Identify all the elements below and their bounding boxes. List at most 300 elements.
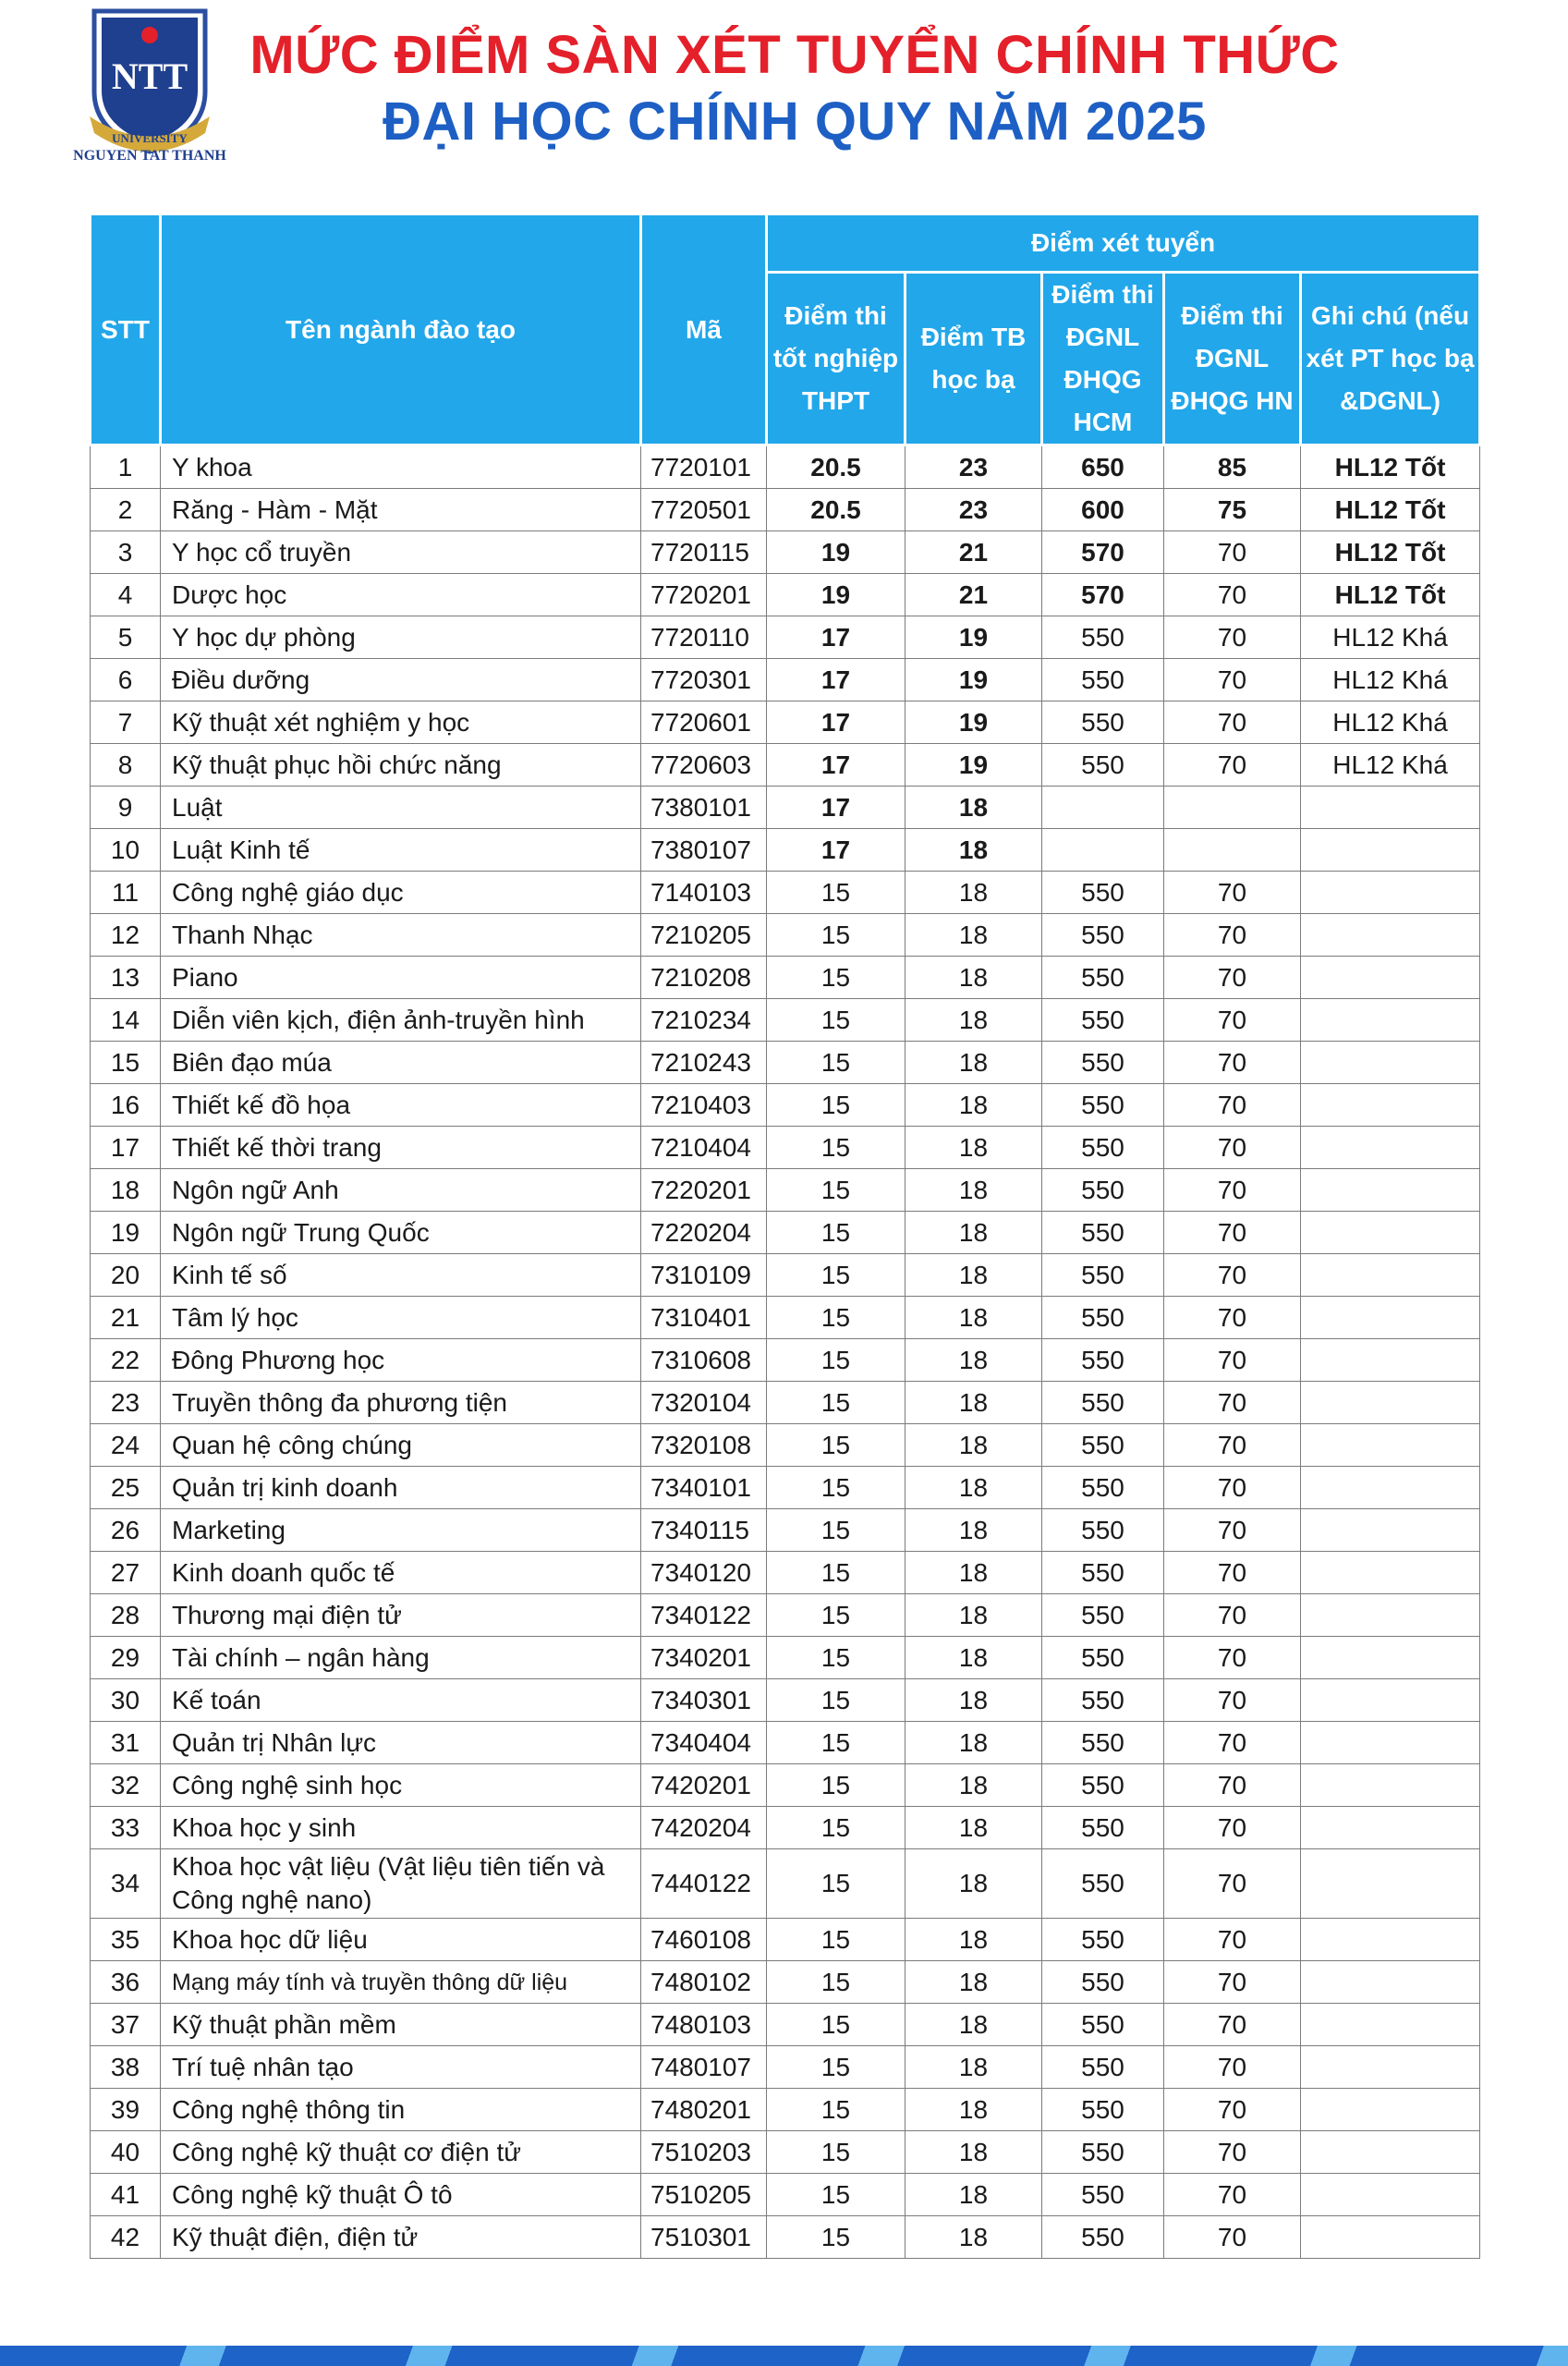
cell-dgnl-hn: 70	[1164, 1382, 1301, 1424]
cell-stt: 26	[91, 1509, 161, 1552]
cell-hocba: 18	[906, 1339, 1042, 1382]
cell-dgnl-hcm: 550	[1042, 1169, 1164, 1212]
cell-code: 7720501	[641, 489, 767, 531]
cell-note: HL12 Khá	[1301, 701, 1480, 744]
cell-thpt: 15	[767, 957, 906, 999]
table-row	[91, 1637, 1480, 1679]
table-row	[91, 744, 1480, 787]
cell-stt: 29	[91, 1637, 161, 1679]
cell-note	[1301, 2046, 1480, 2089]
table-row	[91, 1467, 1480, 1509]
cell-thpt: 20.5	[767, 445, 906, 489]
cell-dgnl-hn: 70	[1164, 1919, 1301, 1961]
cell-code: 7140103	[641, 872, 767, 914]
cell-hocba: 18	[906, 2216, 1042, 2259]
cell-dgnl-hcm: 550	[1042, 2216, 1164, 2259]
cell-code: 7340301	[641, 1679, 767, 1722]
cell-code: 7340122	[641, 1594, 767, 1637]
cell-thpt: 15	[767, 1807, 906, 1849]
cell-dgnl-hcm: 550	[1042, 1807, 1164, 1849]
cell-code: 7320104	[641, 1382, 767, 1424]
cell-hocba: 18	[906, 1169, 1042, 1212]
table-row	[91, 914, 1480, 957]
table-row	[91, 1042, 1480, 1084]
cell-dgnl-hn: 70	[1164, 1764, 1301, 1807]
cell-note	[1301, 1254, 1480, 1297]
cell-dgnl-hn: 70	[1164, 957, 1301, 999]
cell-hocba: 18	[906, 1961, 1042, 2004]
cell-dgnl-hcm: 550	[1042, 701, 1164, 744]
cell-code: 7320108	[641, 1424, 767, 1467]
cell-thpt: 17	[767, 829, 906, 872]
cell-stt: 33	[91, 1807, 161, 1849]
col-header-note: Ghi chú (nếu xét PT học bạ &DGNL)	[1301, 273, 1480, 445]
cell-stt: 24	[91, 1424, 161, 1467]
cell-stt: 5	[91, 616, 161, 659]
cell-stt: 2	[91, 489, 161, 531]
cell-code: 7480201	[641, 2089, 767, 2131]
table-row	[91, 2131, 1480, 2174]
cell-name: Răng - Hàm - Mặt	[161, 489, 641, 531]
cell-hocba: 18	[906, 2089, 1042, 2131]
cell-note	[1301, 999, 1480, 1042]
cell-hocba: 18	[906, 2046, 1042, 2089]
cell-name: Thương mại điện tử	[161, 1594, 641, 1637]
cell-stt: 23	[91, 1382, 161, 1424]
cell-code: 7440122	[641, 1849, 767, 1919]
cell-stt: 8	[91, 744, 161, 787]
cell-thpt: 19	[767, 531, 906, 574]
cell-note	[1301, 1961, 1480, 2004]
cell-thpt: 15	[767, 1594, 906, 1637]
cell-name: Tâm lý học	[161, 1297, 641, 1339]
cell-hocba: 18	[906, 1212, 1042, 1254]
cell-dgnl-hn: 70	[1164, 872, 1301, 914]
table-row	[91, 787, 1480, 829]
table-row	[91, 1961, 1480, 2004]
cell-code: 7340201	[641, 1637, 767, 1679]
cell-name: Khoa học dữ liệu	[161, 1919, 641, 1961]
cell-note	[1301, 1382, 1480, 1424]
cell-stt: 3	[91, 531, 161, 574]
cell-dgnl-hcm: 550	[1042, 659, 1164, 701]
cell-dgnl-hn: 70	[1164, 1807, 1301, 1849]
cell-hocba: 18	[906, 1382, 1042, 1424]
cell-stt: 41	[91, 2174, 161, 2216]
cell-note	[1301, 787, 1480, 829]
cell-name: Công nghệ sinh học	[161, 1764, 641, 1807]
cell-dgnl-hcm: 570	[1042, 531, 1164, 574]
cell-stt: 31	[91, 1722, 161, 1764]
cell-hocba: 18	[906, 999, 1042, 1042]
cell-note: HL12 Khá	[1301, 744, 1480, 787]
cell-thpt: 15	[767, 1509, 906, 1552]
cell-stt: 34	[91, 1849, 161, 1919]
cell-name: Kỹ thuật điện, điện tử	[161, 2216, 641, 2259]
table-row	[91, 1679, 1480, 1722]
cell-hocba: 18	[906, 2174, 1042, 2216]
cell-dgnl-hn: 70	[1164, 1127, 1301, 1169]
table-row	[91, 1382, 1480, 1424]
cell-dgnl-hn: 70	[1164, 2046, 1301, 2089]
cell-thpt: 15	[767, 2174, 906, 2216]
table-row	[91, 1722, 1480, 1764]
cell-name: Khoa học y sinh	[161, 1807, 641, 1849]
cell-name: Công nghệ kỹ thuật cơ điện tử	[161, 2131, 641, 2174]
cell-stt: 36	[91, 1961, 161, 2004]
cell-note	[1301, 2004, 1480, 2046]
cell-name: Luật	[161, 787, 641, 829]
cell-name: Ngôn ngữ Anh	[161, 1169, 641, 1212]
cell-dgnl-hcm: 550	[1042, 1552, 1164, 1594]
table-row	[91, 1764, 1480, 1807]
table-row	[91, 957, 1480, 999]
cell-dgnl-hcm: 550	[1042, 2174, 1164, 2216]
cell-code: 7310401	[641, 1297, 767, 1339]
table-row	[91, 489, 1480, 531]
cell-code: 7510301	[641, 2216, 767, 2259]
table-row	[91, 2046, 1480, 2089]
col-header-dgnl-hn: Điểm thi ĐGNL ĐHQG HN	[1164, 273, 1301, 445]
cell-dgnl-hcm: 550	[1042, 1382, 1164, 1424]
cell-thpt: 15	[767, 1127, 906, 1169]
cell-dgnl-hcm: 550	[1042, 957, 1164, 999]
table-row	[91, 1297, 1480, 1339]
table-row	[91, 1127, 1480, 1169]
cell-dgnl-hn: 70	[1164, 1424, 1301, 1467]
cell-hocba: 18	[906, 914, 1042, 957]
page-title-line2: ĐẠI HỌC CHÍNH QUY NĂM 2025	[383, 91, 1207, 152]
cell-thpt: 15	[767, 1424, 906, 1467]
cell-code: 7210234	[641, 999, 767, 1042]
cell-thpt: 15	[767, 2089, 906, 2131]
table-row	[91, 1552, 1480, 1594]
cell-dgnl-hcm	[1042, 787, 1164, 829]
footer-stripe	[0, 2346, 1568, 2366]
cell-code: 7310608	[641, 1339, 767, 1382]
table-row	[91, 1509, 1480, 1552]
cell-hocba: 18	[906, 1509, 1042, 1552]
cell-note	[1301, 1552, 1480, 1594]
cell-dgnl-hn: 70	[1164, 1212, 1301, 1254]
cell-dgnl-hcm: 550	[1042, 616, 1164, 659]
cell-thpt: 15	[767, 1679, 906, 1722]
cell-code: 7420201	[641, 1764, 767, 1807]
col-header-name: Tên ngành đào tạo	[161, 214, 641, 445]
cell-note	[1301, 2216, 1480, 2259]
cell-dgnl-hn: 70	[1164, 2004, 1301, 2046]
cell-thpt: 15	[767, 2046, 906, 2089]
cell-dgnl-hcm: 550	[1042, 1764, 1164, 1807]
cell-dgnl-hn: 70	[1164, 1339, 1301, 1382]
cell-dgnl-hcm: 550	[1042, 872, 1164, 914]
cell-note	[1301, 1424, 1480, 1467]
cell-dgnl-hcm: 650	[1042, 445, 1164, 489]
cell-stt: 15	[91, 1042, 161, 1084]
cell-code: 7480107	[641, 2046, 767, 2089]
cell-code: 7720115	[641, 531, 767, 574]
cell-name: Truyền thông đa phương tiện	[161, 1382, 641, 1424]
cell-dgnl-hn	[1164, 787, 1301, 829]
cell-dgnl-hcm: 550	[1042, 1424, 1164, 1467]
cell-name: Ngôn ngữ Trung Quốc	[161, 1212, 641, 1254]
cell-hocba: 18	[906, 872, 1042, 914]
cell-code: 7340115	[641, 1509, 767, 1552]
cell-note	[1301, 1849, 1480, 1919]
cell-dgnl-hcm: 550	[1042, 1637, 1164, 1679]
cell-note	[1301, 1467, 1480, 1509]
cell-code: 7460108	[641, 1919, 767, 1961]
table-row	[91, 2174, 1480, 2216]
cell-dgnl-hn: 70	[1164, 2174, 1301, 2216]
cell-hocba: 19	[906, 659, 1042, 701]
cell-code: 7720101	[641, 445, 767, 489]
cell-hocba: 18	[906, 787, 1042, 829]
cell-code: 7210404	[641, 1127, 767, 1169]
table-row	[91, 1919, 1480, 1961]
cell-note	[1301, 2089, 1480, 2131]
cell-code: 7340120	[641, 1552, 767, 1594]
cell-dgnl-hcm: 550	[1042, 744, 1164, 787]
cell-dgnl-hn: 85	[1164, 445, 1301, 489]
cell-thpt: 15	[767, 2004, 906, 2046]
table-row	[91, 659, 1480, 701]
cell-name: Thiết kế đồ họa	[161, 1084, 641, 1127]
col-header-group: Điểm xét tuyển	[767, 214, 1480, 273]
cell-name: Kỹ thuật phục hồi chức năng	[161, 744, 641, 787]
cell-note	[1301, 872, 1480, 914]
cell-dgnl-hcm: 550	[1042, 2131, 1164, 2174]
table-row	[91, 2216, 1480, 2259]
cell-hocba: 18	[906, 1594, 1042, 1637]
col-header-dgnl-hcm: Điểm thi ĐGNL ĐHQG HCM	[1042, 273, 1164, 445]
cell-thpt: 15	[767, 1467, 906, 1509]
table-row	[91, 1339, 1480, 1382]
table-row	[91, 1594, 1480, 1637]
table-row	[91, 616, 1480, 659]
cell-stt: 17	[91, 1127, 161, 1169]
cell-hocba: 19	[906, 744, 1042, 787]
cell-note	[1301, 1169, 1480, 1212]
cell-hocba: 18	[906, 1552, 1042, 1594]
cell-hocba: 18	[906, 1807, 1042, 1849]
cell-stt: 42	[91, 2216, 161, 2259]
cell-name: Công nghệ kỹ thuật Ô tô	[161, 2174, 641, 2216]
table-row	[91, 445, 1480, 489]
cell-stt: 22	[91, 1339, 161, 1382]
cell-stt: 7	[91, 701, 161, 744]
cell-note	[1301, 957, 1480, 999]
cell-note: HL12 Khá	[1301, 659, 1480, 701]
cell-hocba: 18	[906, 1722, 1042, 1764]
cell-note	[1301, 1594, 1480, 1637]
cell-thpt: 15	[767, 1961, 906, 2004]
cell-hocba: 18	[906, 957, 1042, 999]
cell-dgnl-hcm: 550	[1042, 1297, 1164, 1339]
cell-name: Điều dưỡng	[161, 659, 641, 701]
cell-thpt: 15	[767, 999, 906, 1042]
table-row	[91, 829, 1480, 872]
cell-thpt: 15	[767, 1254, 906, 1297]
cell-note	[1301, 1042, 1480, 1084]
cell-dgnl-hcm: 550	[1042, 1339, 1164, 1382]
cell-dgnl-hn: 70	[1164, 914, 1301, 957]
cell-dgnl-hn: 70	[1164, 531, 1301, 574]
cell-thpt: 15	[767, 1722, 906, 1764]
cell-thpt: 15	[767, 1764, 906, 1807]
cell-hocba: 21	[906, 574, 1042, 616]
cell-dgnl-hn: 70	[1164, 744, 1301, 787]
cell-stt: 12	[91, 914, 161, 957]
col-header-code: Mã	[641, 214, 767, 445]
cell-note	[1301, 1084, 1480, 1127]
cell-dgnl-hn: 70	[1164, 1637, 1301, 1679]
cell-dgnl-hcm: 550	[1042, 1254, 1164, 1297]
cell-dgnl-hn: 70	[1164, 2089, 1301, 2131]
cell-hocba: 18	[906, 1467, 1042, 1509]
cell-dgnl-hcm: 550	[1042, 914, 1164, 957]
cell-thpt: 15	[767, 1212, 906, 1254]
cell-note	[1301, 1722, 1480, 1764]
cell-thpt: 15	[767, 1382, 906, 1424]
cell-code: 7720603	[641, 744, 767, 787]
cell-name: Công nghệ giáo dục	[161, 872, 641, 914]
cell-name: Dược học	[161, 574, 641, 616]
cell-code: 7380107	[641, 829, 767, 872]
cell-thpt: 15	[767, 1339, 906, 1382]
cell-code: 7210243	[641, 1042, 767, 1084]
cell-dgnl-hn: 70	[1164, 659, 1301, 701]
cell-hocba: 18	[906, 1084, 1042, 1127]
cell-hocba: 18	[906, 1127, 1042, 1169]
col-header-stt: STT	[91, 214, 161, 445]
cell-dgnl-hcm: 600	[1042, 489, 1164, 531]
cell-name: Marketing	[161, 1509, 641, 1552]
cell-hocba: 18	[906, 1679, 1042, 1722]
cell-stt: 19	[91, 1212, 161, 1254]
cell-stt: 18	[91, 1169, 161, 1212]
cell-hocba: 19	[906, 701, 1042, 744]
cell-dgnl-hcm: 550	[1042, 1594, 1164, 1637]
cell-name: Biên đạo múa	[161, 1042, 641, 1084]
cell-note: HL12 Tốt	[1301, 445, 1480, 489]
logo-arc-text: UNIVERSITY	[112, 131, 188, 145]
cell-stt: 39	[91, 2089, 161, 2131]
cell-dgnl-hn: 70	[1164, 2216, 1301, 2259]
cell-thpt: 15	[767, 1042, 906, 1084]
table-row	[91, 1424, 1480, 1467]
cell-thpt: 15	[767, 1169, 906, 1212]
cell-name: Luật Kinh tế	[161, 829, 641, 872]
cell-note: HL12 Tốt	[1301, 489, 1480, 531]
cell-name: Kỹ thuật xét nghiệm y học	[161, 701, 641, 744]
cell-code: 7340101	[641, 1467, 767, 1509]
cell-stt: 35	[91, 1919, 161, 1961]
cell-dgnl-hn: 70	[1164, 1679, 1301, 1722]
cell-stt: 40	[91, 2131, 161, 2174]
cell-hocba: 18	[906, 1042, 1042, 1084]
cell-hocba: 18	[906, 1919, 1042, 1961]
cell-name: Trí tuệ nhân tạo	[161, 2046, 641, 2089]
cell-stt: 16	[91, 1084, 161, 1127]
cell-code: 7720110	[641, 616, 767, 659]
cell-note	[1301, 2174, 1480, 2216]
cell-stt: 13	[91, 957, 161, 999]
table-row	[91, 2004, 1480, 2046]
cell-note: HL12 Khá	[1301, 616, 1480, 659]
table-row	[91, 2089, 1480, 2131]
cell-stt: 20	[91, 1254, 161, 1297]
cell-name: Diễn viên kịch, điện ảnh-truyền hình	[161, 999, 641, 1042]
cell-name: Mạng máy tính và truyền thông dữ liệu	[161, 1961, 641, 2004]
logo-monogram: NTT	[111, 55, 188, 97]
cell-stt: 6	[91, 659, 161, 701]
cell-code: 7510205	[641, 2174, 767, 2216]
cell-note	[1301, 1127, 1480, 1169]
cell-dgnl-hn: 70	[1164, 574, 1301, 616]
cell-thpt: 15	[767, 1919, 906, 1961]
cell-thpt: 15	[767, 1552, 906, 1594]
cell-stt: 4	[91, 574, 161, 616]
cell-thpt: 17	[767, 616, 906, 659]
cell-name: Tài chính – ngân hàng	[161, 1637, 641, 1679]
page-title-line1: MỨC ĐIỂM SÀN XÉT TUYỂN CHÍNH THỨC	[249, 25, 1340, 85]
cell-name: Y học cổ truyền	[161, 531, 641, 574]
table-header-row	[91, 214, 1480, 273]
cell-note	[1301, 914, 1480, 957]
cell-hocba: 18	[906, 1764, 1042, 1807]
cell-stt: 32	[91, 1764, 161, 1807]
cell-dgnl-hn: 70	[1164, 1042, 1301, 1084]
cell-code: 7210205	[641, 914, 767, 957]
cell-code: 7720301	[641, 659, 767, 701]
table-row	[91, 531, 1480, 574]
admission-scores-table	[89, 213, 1481, 2259]
table-row	[91, 1807, 1480, 1849]
university-logo	[57, 4, 242, 170]
cell-name: Y khoa	[161, 445, 641, 489]
table-row	[91, 1849, 1480, 1919]
cell-thpt: 15	[767, 1297, 906, 1339]
cell-name: Thanh Nhạc	[161, 914, 641, 957]
cell-dgnl-hcm: 550	[1042, 1467, 1164, 1509]
cell-hocba: 18	[906, 1637, 1042, 1679]
cell-dgnl-hcm: 550	[1042, 1679, 1164, 1722]
cell-dgnl-hcm: 550	[1042, 2089, 1164, 2131]
cell-name: Quan hệ công chúng	[161, 1424, 641, 1467]
cell-dgnl-hn: 70	[1164, 1297, 1301, 1339]
cell-stt: 25	[91, 1467, 161, 1509]
cell-thpt: 15	[767, 1637, 906, 1679]
table-row	[91, 999, 1480, 1042]
cell-dgnl-hn: 70	[1164, 1509, 1301, 1552]
cell-dgnl-hcm: 550	[1042, 1084, 1164, 1127]
cell-code: 7720201	[641, 574, 767, 616]
cell-thpt: 15	[767, 914, 906, 957]
cell-note	[1301, 1679, 1480, 1722]
cell-thpt: 17	[767, 701, 906, 744]
logo-caption: NGUYEN TAT THANH	[73, 148, 226, 164]
cell-dgnl-hcm: 550	[1042, 999, 1164, 1042]
cell-thpt: 17	[767, 787, 906, 829]
cell-dgnl-hcm: 550	[1042, 1509, 1164, 1552]
cell-dgnl-hn: 70	[1164, 616, 1301, 659]
cell-dgnl-hcm: 550	[1042, 2046, 1164, 2089]
cell-dgnl-hn: 70	[1164, 1961, 1301, 2004]
table-row	[91, 872, 1480, 914]
cell-stt: 14	[91, 999, 161, 1042]
flame-icon	[141, 27, 158, 43]
